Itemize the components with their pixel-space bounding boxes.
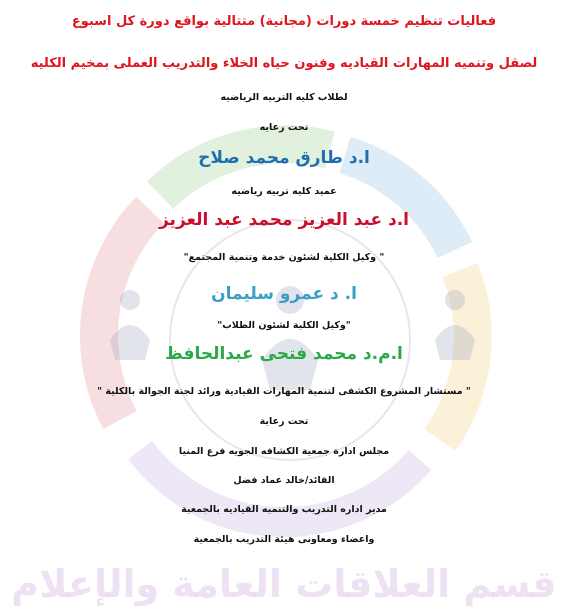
patron-title-4: " مستشار المشروع الكشفى لتنمية المهارات القيادية ورائد لجنة الجوالة بالكلية " — [97, 386, 471, 397]
header-line-2: لصقل وتنميه المهارات القياديه وفنون حياه الخلاء والتدريب العملى بمخيم الكليه — [30, 56, 538, 71]
council-text: مجلس ادارة جمعية الكشافه الجويه فرع المنيا — [178, 446, 390, 457]
patron-title-2: " وكيل الكلية لشئون خدمة وتنمية المجتمع" — [183, 252, 385, 263]
members-text: واعضاء ومعاونى هيئة التدريب بالجمعية — [193, 534, 375, 545]
patron-title-1: عميد كليه تربيه رياضيه — [231, 186, 337, 197]
patron-name-4: ا.م.د محمد فتحى عبدالحافظ — [165, 344, 403, 364]
patron-name-3: ا. د عمرو سليمان — [211, 284, 357, 304]
under-patronage-2-text: تحت رعاية — [259, 416, 309, 427]
training-director-text: مدير اداره التدريب والتنميه القياديه بالجمعية — [181, 504, 387, 515]
patron-title-3: "وكيل الكلية لشئون الطلاب" — [217, 320, 351, 331]
patron-name-1: ا.د طارق محمد صلاح — [198, 148, 370, 168]
patron-name-2: ا.د عبد العزيز محمد عبد العزيز — [158, 210, 410, 230]
under-patronage-text: تحت رعايه — [259, 122, 309, 133]
leader-text: القائد/خالد عماد فضل — [233, 475, 335, 486]
header-line-1: فعاليات تنظيم خمسة دورات (مجانية) متتالية بواقع دورة كل اسبوع — [71, 14, 497, 29]
for-students-text: لطلاب كليه التربيه الرياضيه — [220, 92, 348, 103]
watermark-department-text: قسم العلاقات العامة والإعلام — [11, 562, 557, 606]
